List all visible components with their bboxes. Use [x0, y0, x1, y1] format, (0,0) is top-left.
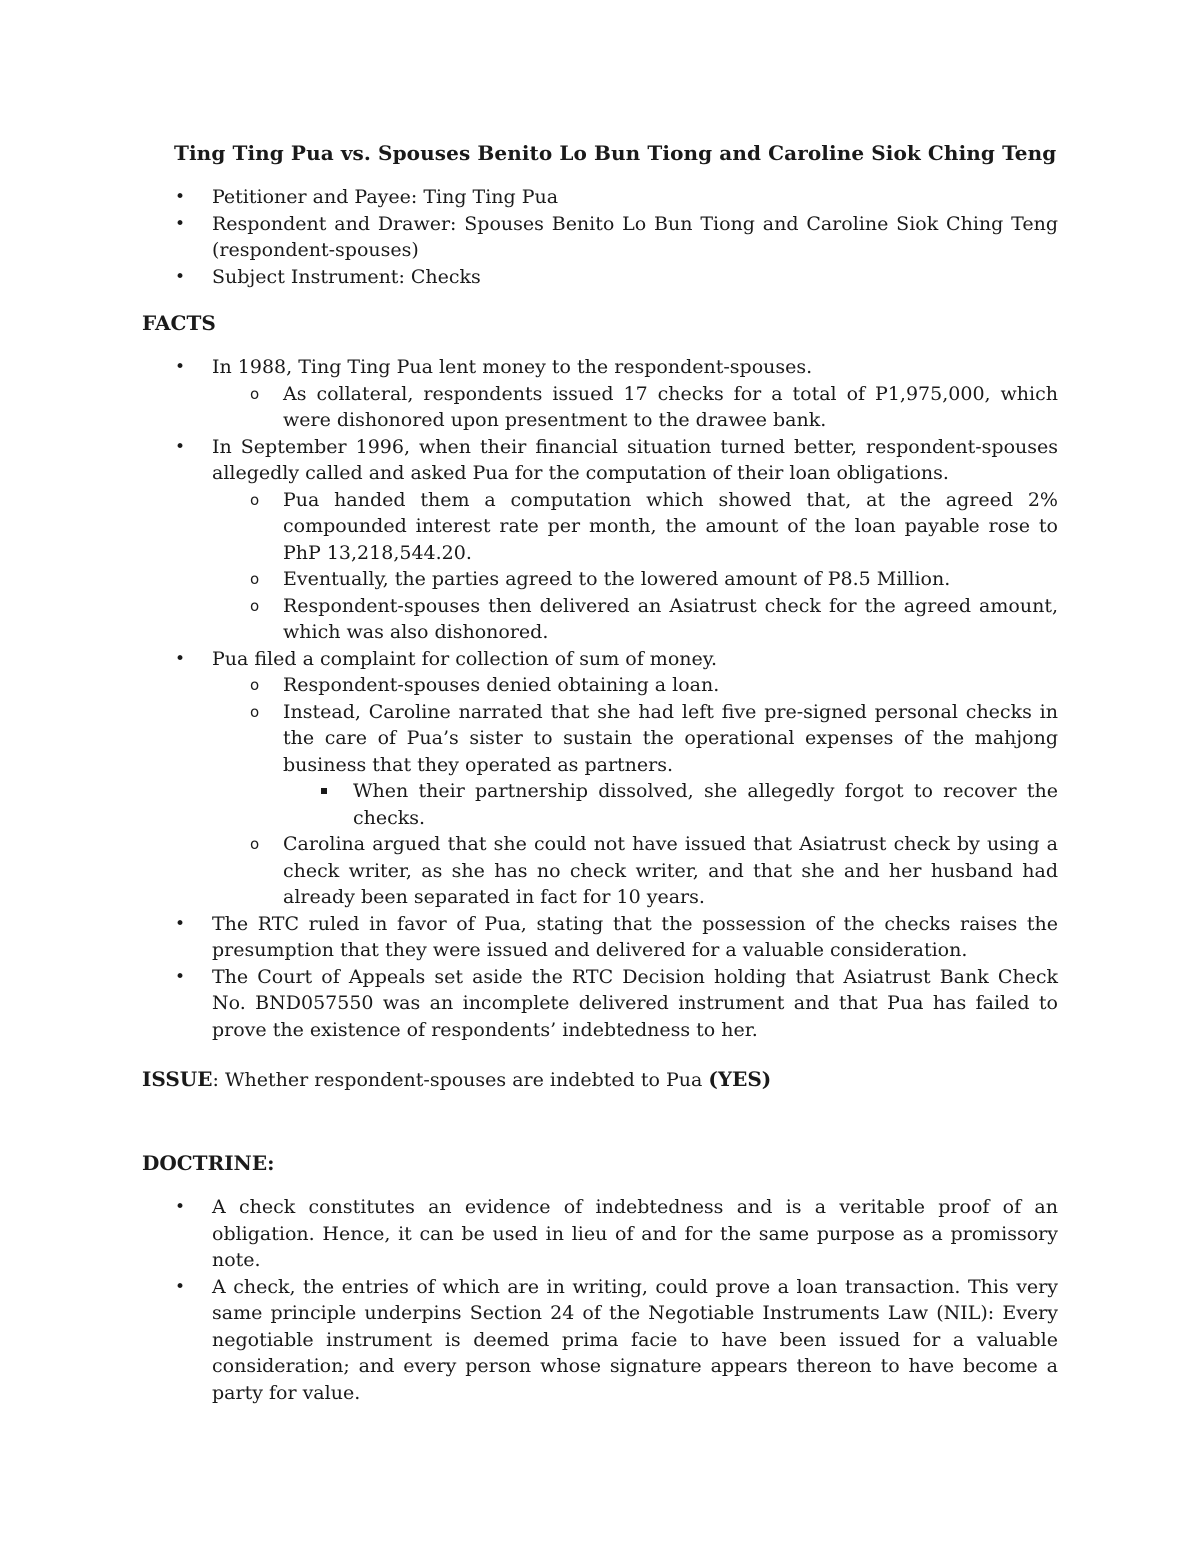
- sub-list-item: o Respondent-spouses denied obtaining a loan.: [283, 672, 1058, 699]
- sub-list: [283, 381, 1058, 434]
- sub-list: [283, 672, 1058, 911]
- list-item: • Subject Instrument: Checks: [212, 264, 1058, 291]
- sub-list-item-text: Instead, Caroline narrated that she had left five pre-signed personal checks in the care of Pua’s sister to sustain the operational expenses of the mahjong business that they operated as partners.: [283, 700, 1058, 776]
- facts-list: [212, 354, 1058, 1043]
- list-item-text: In 1988, Ting Ting Pua lent money to the respondent-spouses.: [212, 356, 813, 378]
- case-title: Ting Ting Pua vs. Spouses Benito Lo Bun Tiong and Caroline Siok Ching Teng: [174, 141, 1057, 165]
- issue-answer: (YES): [708, 1067, 772, 1091]
- list-item: [212, 354, 1058, 434]
- issue-line: [142, 1066, 771, 1094]
- list-item: • Respondent and Drawer: Spouses Benito Lo Bun Tiong and Caroline Siok Ching Teng (respondent-spouses): [212, 211, 1058, 264]
- list-item-text: Pua filed a complaint for collection of sum of money.: [212, 647, 717, 670]
- doctrine-list: [212, 1194, 1058, 1406]
- sub-list: [283, 487, 1058, 646]
- list-item-text: In September 1996, when their financial situation turned better, respondent-spouses allegedly called and asked Pua for the computation of their loan obligations.: [212, 435, 1058, 484]
- sub-list-item: o Respondent-spouses then delivered an Asiatrust check for the agreed amount, which was also dishonored.: [283, 593, 1058, 646]
- list-item: [212, 646, 1058, 911]
- facts-heading: FACTS: [142, 311, 216, 335]
- list-item: • A check constitutes an evidence of indebtedness and is a veritable proof of an obligation. Hence, it can be used in lieu of and for the same purpose as a promissory note.: [212, 1194, 1058, 1274]
- issue-label: ISSUE: [142, 1067, 213, 1091]
- sub-list-item: [283, 699, 1058, 832]
- sub-list-item: o As collateral, respondents issued 17 checks for a total of P1,975,000, which were dishonored upon presentment to the drawee bank.: [283, 381, 1058, 434]
- issue-separator: :: [212, 1069, 225, 1091]
- case-parties-list: [212, 184, 1058, 290]
- sub-list-item: o Carolina argued that she could not have issued that Asiatrust check by using a check writer, as she has no check writer, and that she and her husband had already been separated in fact for 10 years.: [283, 831, 1058, 911]
- sub-sub-list: [353, 778, 1058, 831]
- sub-list-item: o Eventually, the parties agreed to the lowered amount of P8.5 Million.: [283, 566, 1058, 593]
- list-item: [212, 434, 1058, 646]
- list-item: • A check, the entries of which are in writing, could prove a loan transaction. This very same principle underpins Section 24 of the Negotiable Instruments Law (NIL): Every negotiable instrument is deemed prima facie to have been issued for a valuable consideration; and every person whose signature appears thereon to have become a party for value.: [212, 1274, 1058, 1407]
- doctrine-heading: DOCTRINE:: [142, 1151, 275, 1175]
- list-item: • The RTC ruled in favor of Pua, stating that the possession of the checks raises the presumption that they were issued and delivered for a valuable consideration.: [212, 911, 1058, 964]
- sub-list-item: o Pua handed them a computation which showed that, at the agreed 2% compounded interest rate per month, the amount of the loan payable rose to PhP 13,218,544.20.: [283, 487, 1058, 567]
- list-item: • The Court of Appeals set aside the RTC Decision holding that Asiatrust Bank Check No. BND057550 was an incomplete delivered instrument and that Pua has failed to prove the existence of respondents’ indebtedness to her.: [212, 964, 1058, 1044]
- list-item: • Petitioner and Payee: Ting Ting Pua: [212, 184, 1058, 211]
- sub-sub-list-item: When their partnership dissolved, she allegedly forgot to recover the checks.: [353, 778, 1058, 831]
- issue-text: Whether respondent-spouses are indebted to Pua: [224, 1069, 703, 1091]
